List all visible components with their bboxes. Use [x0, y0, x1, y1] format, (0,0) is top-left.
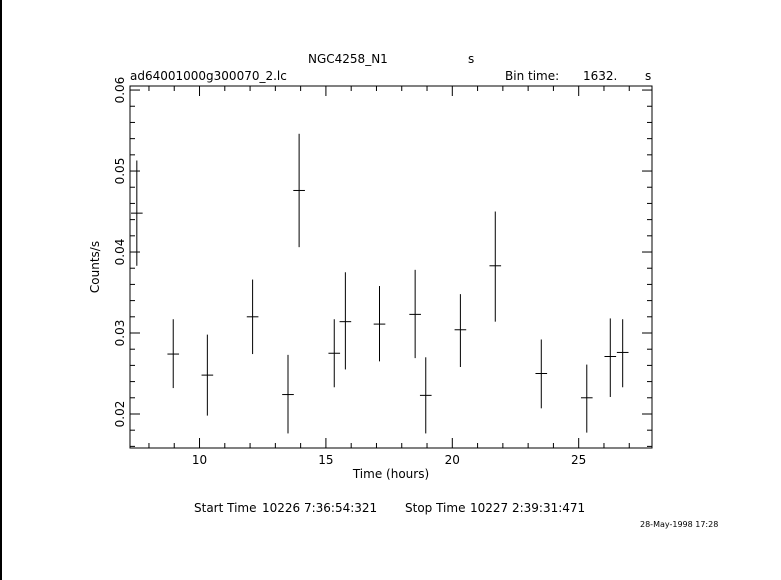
data-point [420, 357, 432, 433]
data-point [328, 319, 340, 387]
data-point [131, 161, 143, 266]
data-point [374, 286, 386, 361]
data-point [581, 365, 593, 433]
y-axis-label: Counts/s [88, 240, 102, 294]
stop-time-label: Stop Time [405, 501, 466, 515]
data-point [535, 339, 547, 408]
axis-tick-labels [113, 77, 586, 467]
file-name-label: ad64001000g300070_2.lc [130, 69, 287, 83]
data-point [489, 212, 501, 322]
data-point [409, 270, 421, 358]
x-tick-label: 20 [444, 453, 460, 467]
plot-timestamp: 28-May-1998 17:28 [640, 520, 719, 529]
data-point [604, 318, 616, 397]
data-point [247, 280, 259, 355]
stop-time-value: 10227 2:39:31:471 [470, 501, 586, 515]
bin-time-label: Bin time: [505, 69, 560, 83]
x-tick-label: 15 [318, 453, 334, 467]
data-point [340, 272, 352, 369]
x-tick-label: 25 [571, 453, 587, 467]
y-tick-label: 0.03 [113, 319, 127, 347]
data-points [131, 134, 628, 434]
title-suffix: s [468, 52, 475, 66]
data-point [167, 319, 179, 388]
data-point [293, 134, 305, 247]
x-axis-label: Time (hours) [352, 467, 430, 481]
start-time-value: 10226 7:36:54:321 [262, 501, 378, 515]
y-tick-label: 0.06 [113, 76, 127, 104]
data-point [202, 335, 214, 416]
chart-title: NGC4258_N1 [308, 52, 388, 66]
data-point [455, 294, 467, 367]
bin-time-value: 1632. [583, 69, 618, 83]
y-tick-label: 0.05 [113, 157, 127, 185]
x-tick-label: 10 [191, 453, 208, 467]
data-point [282, 355, 294, 434]
plot-frame [130, 86, 652, 448]
y-tick-label: 0.04 [113, 238, 127, 266]
axis-ticks [130, 86, 652, 448]
data-point [617, 319, 629, 387]
start-time-label: Start Time [194, 501, 257, 515]
y-tick-label: 0.02 [113, 400, 127, 428]
bin-time-unit: s [645, 69, 652, 83]
